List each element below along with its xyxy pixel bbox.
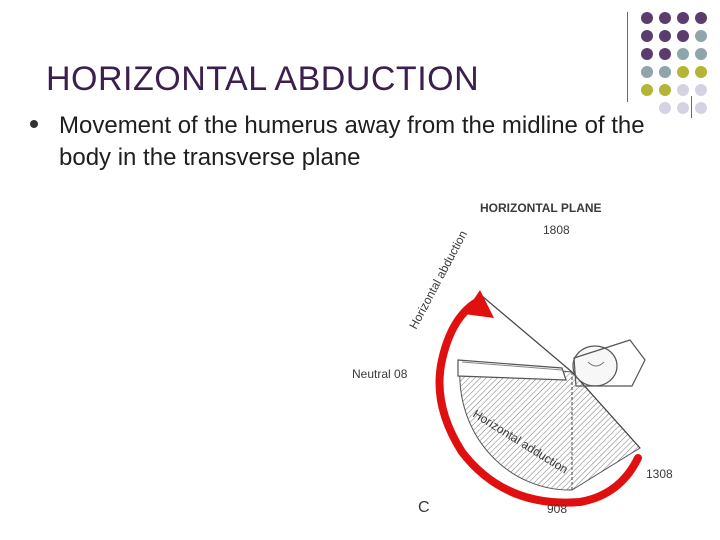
top-degree-label: 1808 <box>543 223 570 237</box>
decorative-dot <box>659 12 671 24</box>
divider-line-long <box>627 12 628 102</box>
decorative-dot <box>695 84 707 96</box>
decorative-dot <box>659 66 671 78</box>
slide-title: HORIZONTAL ABDUCTION <box>46 60 480 98</box>
divider-line-short <box>691 96 692 118</box>
decorative-dot <box>695 102 707 114</box>
decorative-dot <box>659 48 671 60</box>
horizontal-abduction-diagram <box>340 190 680 530</box>
decorative-dot <box>677 48 689 60</box>
decorative-dot <box>641 66 653 78</box>
plane-label: HORIZONTAL PLANE <box>480 201 602 215</box>
decorative-dot <box>677 102 689 114</box>
decorative-dot <box>677 30 689 42</box>
decorative-dot <box>659 102 671 114</box>
decorative-dot <box>695 48 707 60</box>
decorative-dot <box>659 84 671 96</box>
panel-letter: C <box>418 499 430 516</box>
abduction-line <box>482 296 572 372</box>
neutral-label: Neutral 08 <box>352 367 408 381</box>
decorative-dot <box>641 84 653 96</box>
decorative-dot <box>695 66 707 78</box>
decorative-dot <box>677 66 689 78</box>
right-degree-label: 1308 <box>646 467 673 481</box>
bottom-degree-label: 908 <box>547 502 568 516</box>
decorative-dot <box>677 84 689 96</box>
decorative-dot <box>641 12 653 24</box>
decorative-dot <box>641 48 653 60</box>
bullet-text: Movement of the humerus away from the midline of the body in the transverse plane <box>59 112 645 171</box>
decorative-dot <box>695 12 707 24</box>
decorative-dot <box>695 30 707 42</box>
abduction-label: Horizontal abduction <box>406 228 471 332</box>
adduction-label: Horizontal adduction <box>470 406 571 477</box>
bullet-icon <box>30 120 38 128</box>
decorative-dot <box>677 12 689 24</box>
decorative-dot <box>641 30 653 42</box>
decorative-dot <box>659 30 671 42</box>
